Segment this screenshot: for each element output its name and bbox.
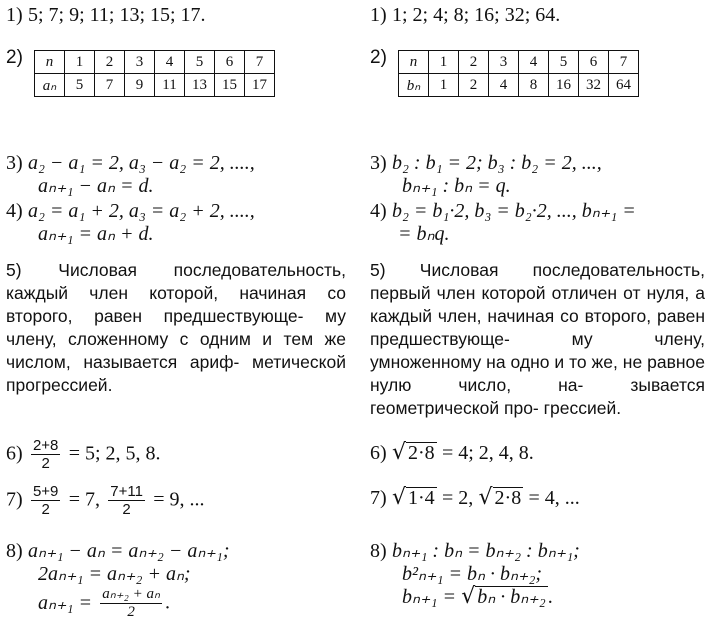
table-row-n xyxy=(35,51,275,74)
fraction: $\frac{5+9}{2}$ xyxy=(32,483,59,518)
item-7: 7) $\frac{5+9}{2}$ = 7, $\frac{7+11}{2}$ = 9, ... xyxy=(6,483,205,518)
table-cell: 16 xyxy=(549,74,579,97)
fraction: $\frac{\text{aₙ₊₂ + aₙ}}{2}$ xyxy=(102,586,160,620)
table-cell: 17 xyxy=(245,74,275,97)
table-cell: bₙ xyxy=(399,74,429,97)
table-cell: 11 xyxy=(155,74,185,97)
geometric-table xyxy=(398,50,639,97)
table-cell: 7 xyxy=(245,51,275,74)
table-cell: n xyxy=(35,51,65,74)
item-8: 8) bₙ₊₁ : bₙ = bₙ₊₂ : bₙ₊₁; b²ₙ₊₁ = bₙ · bₙ₊₂; bₙ₊₁ = √ bₙ · bₙ₊₂ . xyxy=(370,540,580,609)
table-cell: 5 xyxy=(65,74,95,97)
item-1: 1) 5; 7; 9; 11; 13; 15; 17. xyxy=(6,4,206,26)
table-cell: 6 xyxy=(215,51,245,74)
item-7: 7) √ 1·4 = 2, √ 2·8 = 4, ... xyxy=(370,485,580,510)
fraction: $\frac{2+8}{2}$ xyxy=(32,437,59,472)
item-3: 3) b₂ : b₁ = 2; b₃ : b₂ = 2, ..., bₙ₊₁ : bₙ = q. xyxy=(370,152,602,197)
definition-geometric: 5) Числовая последовательность, первый член которой отличен от нуля, а каждый член, начиная со второго, равен предшествующе- му члену, умноженному на одно и то же, не равное нулю число, на- зывается геометрической про- грессией. xyxy=(370,260,705,418)
table-cell: 1 xyxy=(65,51,95,74)
item-6: 6) √ 2·8 = 4; 2, 4, 8. xyxy=(370,440,534,465)
table-cell: aₙ xyxy=(35,74,65,97)
table-cell: 13 xyxy=(185,74,215,97)
sqrt-icon: √ xyxy=(391,485,406,510)
table-cell: 3 xyxy=(125,51,155,74)
sqrt-icon: √ xyxy=(478,485,493,510)
table-cell: 5 xyxy=(549,51,579,74)
table-cell: 2 xyxy=(459,74,489,97)
fraction: $\frac{7+11}{2}$ xyxy=(110,483,143,518)
item-2-label: 2) xyxy=(6,47,23,68)
table-cell: n xyxy=(399,51,429,74)
item-4: 4) a₂ = a₁ + 2, a₃ = a₂ + 2, ...., aₙ₊₁ = aₙ + d. xyxy=(6,200,255,245)
table-cell: 4 xyxy=(155,51,185,74)
table-cell: 4 xyxy=(519,51,549,74)
arithmetic-table xyxy=(34,50,275,97)
table-cell: 8 xyxy=(519,74,549,97)
item-6: 6) $\frac{2+8}{2}$ = 5; 2, 5, 8. xyxy=(6,437,161,472)
table-cell: 1 xyxy=(429,74,459,97)
item-2-label: 2) xyxy=(370,47,387,68)
table-cell: 4 xyxy=(489,74,519,97)
sqrt-icon: √ xyxy=(391,440,406,465)
item-8: 8) aₙ₊₁ − aₙ = aₙ₊₂ − aₙ₊₁; 2aₙ₊₁ = aₙ₊₂ + aₙ; aₙ₊₁ = $\frac{\text{aₙ₊₂ + aₙ}}{2}$ . xyxy=(6,540,230,620)
table-cell: 1 xyxy=(429,51,459,74)
table-row-a xyxy=(35,74,275,97)
definition-arithmetic: 5) Числовая последовательность, каждый член которой, начиная со второго, равен предшествующе- му члену, сложенному с одним и тем же числом, называется ариф- метической прогрессией. xyxy=(6,260,346,395)
item-4: 4) b₂ = b₁·2, b₃ = b₂·2, ..., bₙ₊₁ = = bₙq. xyxy=(370,200,636,245)
table-row-n xyxy=(399,51,639,74)
item-3: 3) a₂ − a₁ = 2, a₃ − a₂ = 2, ...., aₙ₊₁ − aₙ = d. xyxy=(6,152,255,197)
table-cell: 32 xyxy=(579,74,609,97)
table-cell: 7 xyxy=(95,74,125,97)
table-cell: 64 xyxy=(609,74,639,97)
sqrt-icon: √ xyxy=(461,584,476,609)
table-cell: 2 xyxy=(95,51,125,74)
table-cell: 2 xyxy=(459,51,489,74)
table-row-b xyxy=(399,74,639,97)
table-cell: 15 xyxy=(215,74,245,97)
table-cell: 5 xyxy=(185,51,215,74)
item-1: 1) 1; 2; 4; 8; 16; 32; 64. xyxy=(370,4,561,26)
table-cell: 6 xyxy=(579,51,609,74)
table-cell: 3 xyxy=(489,51,519,74)
table-cell: 9 xyxy=(125,74,155,97)
table-cell: 7 xyxy=(609,51,639,74)
